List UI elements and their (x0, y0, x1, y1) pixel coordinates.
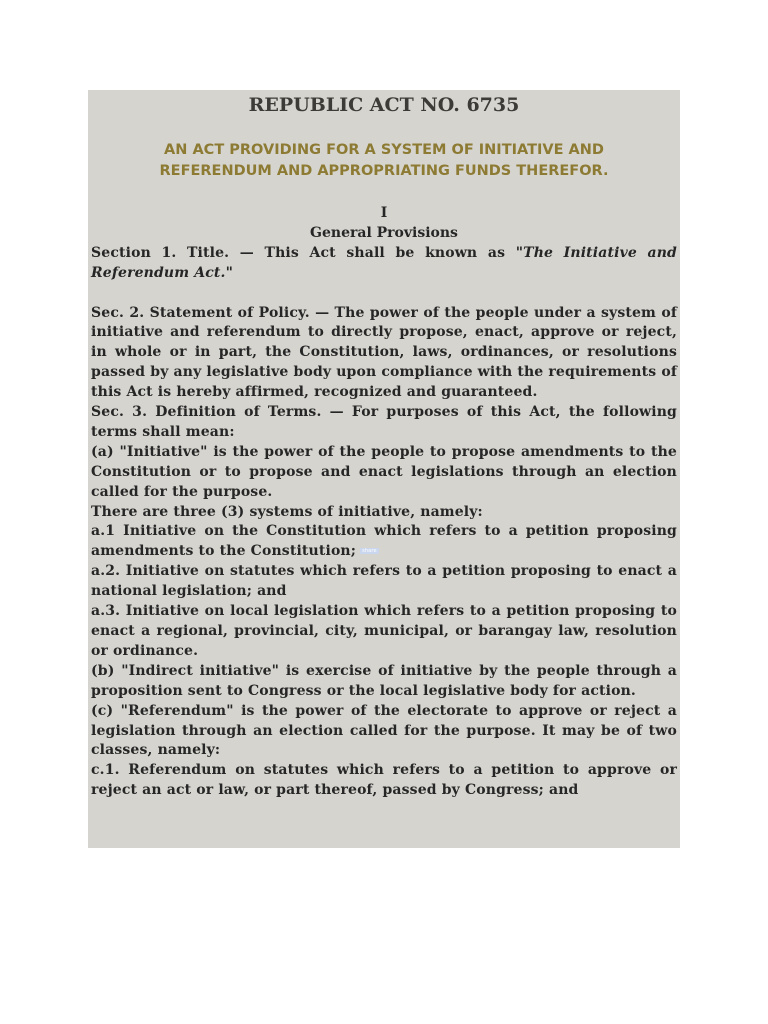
section-1 (91, 244, 677, 284)
definition-b: (b) "Indirect initiative" is exercise of initiative by the people through a proposition sent to Congress or the local legislative body for action. (91, 662, 677, 699)
section-2: Sec. 2. Statement of Policy. — The power of the people under a system of initiative and referendum to directly propose, enact, approve or reject, in whole or in part, the Constitution, laws, ordinances, or resolutions passed by any legislative body upon compliance with the requirements of this Act is hereby affirmed, recognized and guaranteed. (91, 304, 677, 401)
definition-a: (a) "Initiative" is the power of the people to propose amendments to the Constitution or to propose and enact legislations through an election called for the purpose. (91, 443, 677, 500)
act-short-title: "The Initiative and Referendum Act." (91, 244, 677, 281)
share-badge[interactable]: share (362, 548, 377, 555)
section-1-lead: Section 1. Title. — This Act shall be known as (91, 244, 516, 261)
item-c1: c.1. Referendum on statutes which refers to a petition to approve or reject an act or law, or part thereof, passed by Congress; and (91, 762, 677, 799)
subtitle-line-1: AN ACT PROVIDING FOR A SYSTEM OF INITIATIVE AND (164, 142, 604, 158)
part-number: I (380, 205, 388, 221)
item-a2: a.2. Initiative on statutes which refers to a petition proposing to enact a national legislation; and (91, 563, 677, 600)
item-a1 (91, 522, 677, 562)
paragraph-gap (91, 284, 677, 304)
item-a1-text: a.1 Initiative on the Constitution which refers to a petition proposing amendments to the Constitution; (91, 523, 677, 560)
document-subtitle (91, 140, 677, 182)
document-title: REPUBLIC ACT NO. 6735 (248, 94, 520, 116)
part-heading: General Provisions (310, 224, 458, 241)
subtitle-line-2: REFERENDUM AND APPROPRIATING FUNDS THEREFOR. (159, 163, 609, 179)
document-page (88, 90, 680, 848)
item-a3: a.3. Initiative on local legislation which refers to a petition proposing to enact a regional, provincial, city, municipal, or barangay law, resolution or ordinance. (91, 603, 677, 659)
three-systems: There are three (3) systems of initiative, namely: (91, 503, 483, 520)
section-3: Sec. 3. Definition of Terms. — For purposes of this Act, the following terms shall mean: (91, 404, 677, 440)
definition-c: (c) "Referendum" is the power of the electorate to approve or reject a legislation through an election called for the purpose. It may be of two classes, namely: (91, 702, 677, 759)
